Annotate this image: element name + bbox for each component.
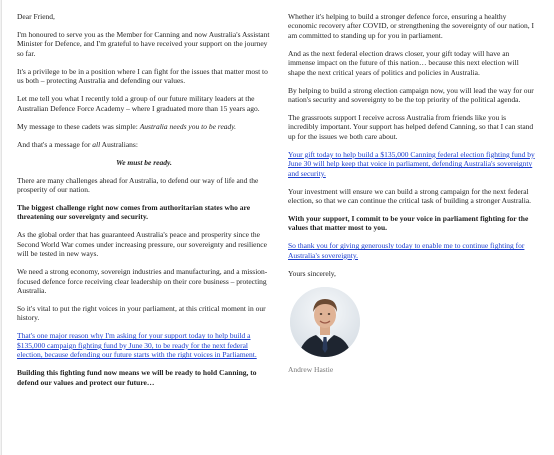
bold-paragraph [17, 203, 271, 222]
paragraph: It's a privilege to be in a position where I can fight for the issues that matter most to us both – protecting Australia and defending our values. [17, 66, 268, 86]
donation-link-paragraph [288, 150, 536, 178]
paragraph: By helping to build a strong election campaign now, you will lead the way for our nation's security and sovereignty to be the top priority of the political agenda. [288, 85, 534, 105]
portrait-image [290, 287, 360, 357]
paragraph: There are many challenges ahead for Australia, to defend our way of life and the prosperity of our nation. [17, 175, 259, 195]
paragraph: I'm honoured to serve you as the Member for Canning and now Australia's Assistant Minister for Defence, and I'm grateful to have received your support on the journey so far. [17, 30, 270, 58]
emphasis: Australia needs you to be ready. [139, 121, 237, 131]
paragraph: Your investment will ensure we can build a strong campaign for the next federal election, so that we can continue the critical task of building a stronger Australia. [288, 186, 532, 206]
right-column [288, 12, 536, 374]
bold-paragraph [17, 368, 271, 387]
bold-text: Building this fighting fund now means we will be ready to hold Canning, to defend our values and protect our future… [17, 368, 257, 387]
text-run: And that's a message for [17, 139, 93, 149]
bold-text: With your support, I commit to be your voice in parliament fighting for the values that matter most to you. [288, 214, 529, 233]
paragraph: We need a strong economy, sovereign industries and manufacturing, and a mission-focused defence force receiving clear leadership on their core business – protecting Australia. [17, 267, 268, 296]
paragraph: The grassroots support I receive across Australia from friends like you is incredibly important. Your support has helped defend Canning, so that I can stand up for the issues we both care about. [288, 113, 534, 141]
callout-heading [17, 158, 271, 167]
closing: Yours sincerely, [288, 268, 336, 278]
paragraph [17, 140, 271, 149]
paragraph: And as the next federal election draws closer, your gift today will have an immense impact on the future of this nation… because this next election will shape the next critical years of politics and policies in Australia. [288, 48, 519, 77]
callout-text: We must be ready. [116, 157, 172, 167]
thanks-link-paragraph [288, 241, 536, 260]
paragraph: As the global order that has guaranteed Australia's peace and prosperity since the Second World War comes under increasing pressure, our sovereignty and resilience will be tested in new ways. [17, 230, 267, 259]
text-run: Australians: [100, 139, 138, 149]
bold-text: The biggest challenge right now comes from authoritarian states who are threatening our sovereignty and security. [17, 203, 251, 222]
bold-paragraph [288, 214, 536, 233]
author-portrait [290, 287, 360, 357]
donation-link[interactable]: That's one major reason why I'm asking for your support today to help build a $135,000 campaign fighting fund by June 30, to be ready for the next federal election, because defending our future starts with the right voices in Parliament. [17, 331, 257, 360]
salutation: Dear Friend, [17, 12, 55, 21]
left-column [17, 12, 271, 396]
letter-page [1, 0, 554, 455]
signature-name: Andrew Hastie [288, 364, 334, 374]
paragraph: So it's vital to put the right voices in your parliament, at this critical moment in our history. [17, 304, 266, 323]
donation-link[interactable]: Your gift today to help build a $135,000 Canning federal election fighting fund by June 30 will help keep that voice in parliament, defending Australia's sovereignty and security. [288, 149, 535, 178]
donation-link-paragraph [17, 331, 271, 359]
text-run: My message to these cadets was simple: [17, 121, 140, 131]
paragraph: Let me tell you what I recently told a group of our future military leaders at the Australian Defence Force Academy – where I graduated more than 15 years ago. [17, 94, 260, 113]
emphasis: all [92, 139, 101, 149]
thanks-link[interactable]: So thank you for giving generously today to enable me to continue fighting for Australia's sovereignty. [288, 241, 525, 260]
paragraph: Whether it's helping to build a stronger defence force, ensuring a healthy economic recovery after COVID, or strengthening the sovereignty of our nation, I am committed to standing up for you in parliament. [288, 12, 534, 40]
paragraph [17, 122, 271, 131]
